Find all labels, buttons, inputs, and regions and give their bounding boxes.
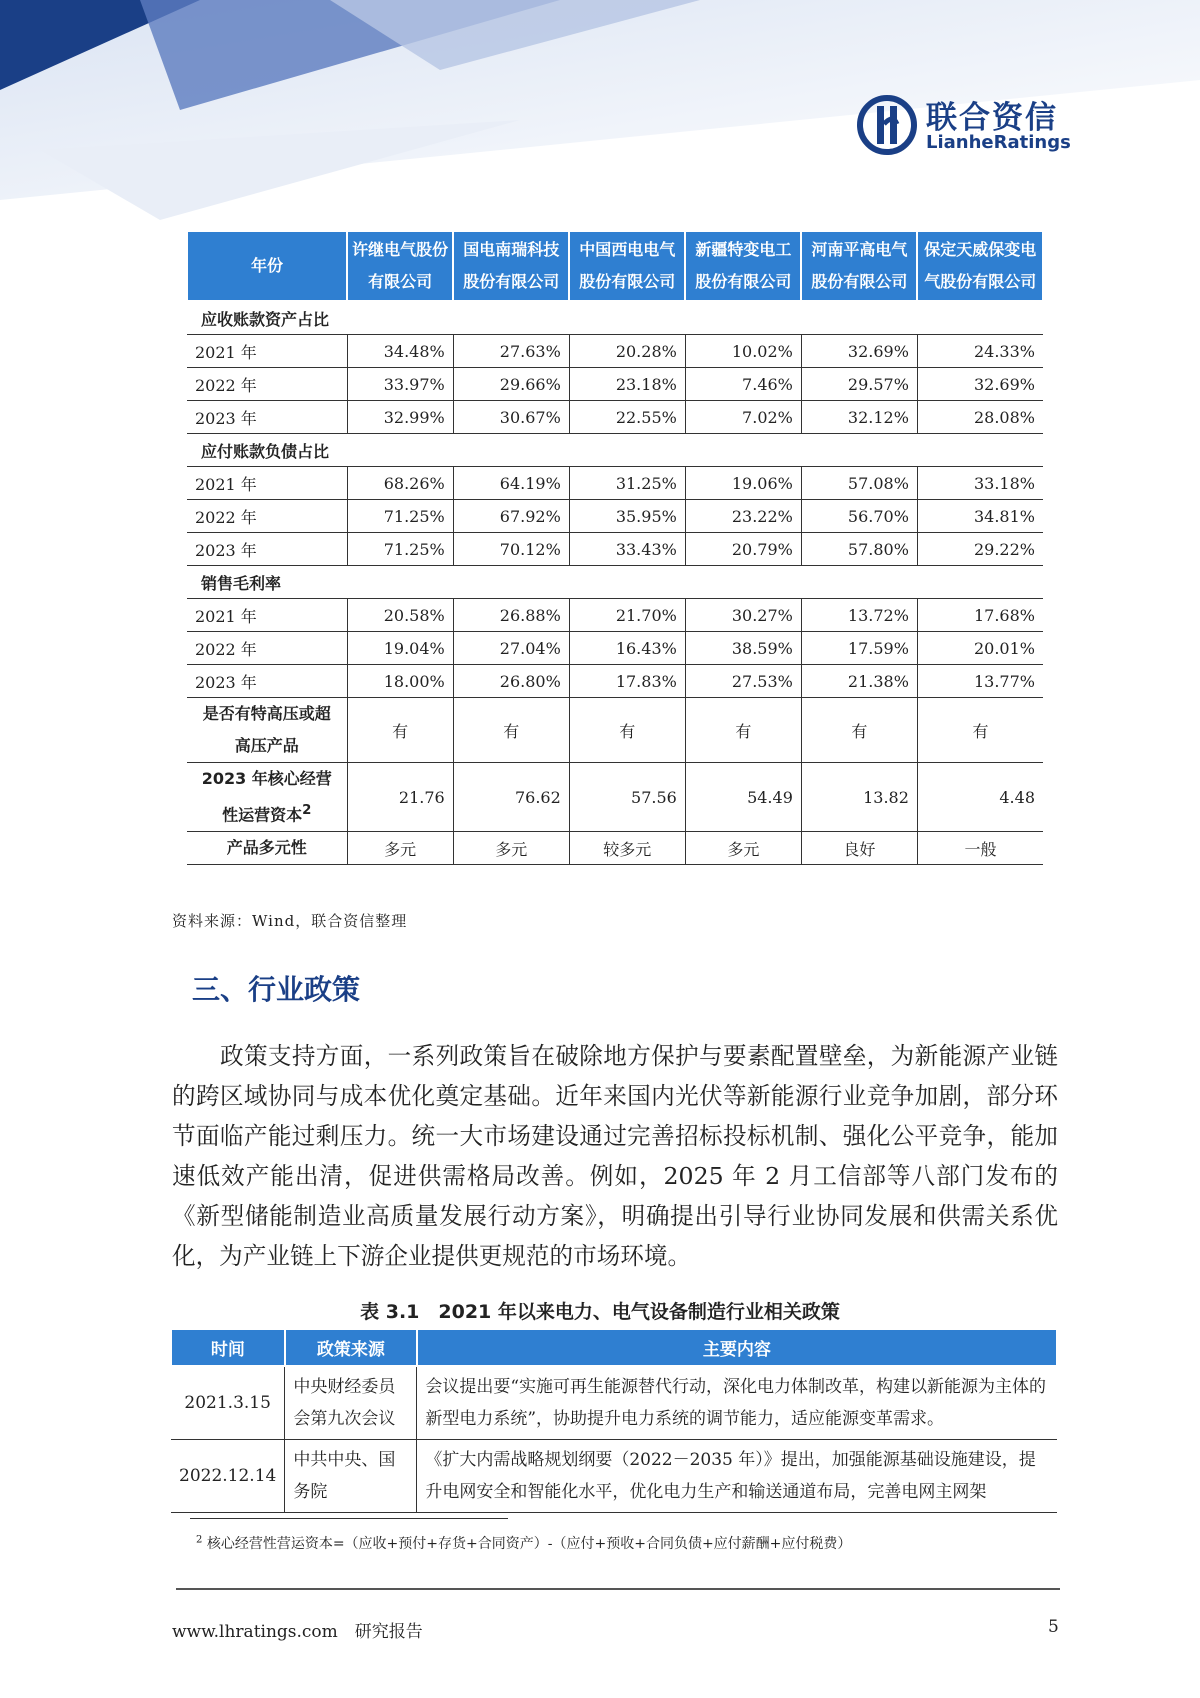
value-cell: 32.69% xyxy=(801,335,917,368)
value-cell: 57.56 xyxy=(569,763,685,832)
value-cell: 7.02% xyxy=(685,401,801,434)
section-heading: 三、行业政策 xyxy=(192,973,361,1006)
value-cell: 23.22% xyxy=(685,500,801,533)
value-cell: 32.12% xyxy=(801,401,917,434)
value-cell: 27.53% xyxy=(685,665,801,698)
table-header-row xyxy=(187,231,1043,301)
table-row xyxy=(187,368,1043,401)
table-row xyxy=(171,1440,1057,1513)
section-row xyxy=(187,434,1043,467)
value-cell: 13.82 xyxy=(801,763,917,832)
table-row xyxy=(187,665,1043,698)
value-cell: 26.80% xyxy=(453,665,569,698)
value-cell: 27.63% xyxy=(453,335,569,368)
table-row xyxy=(171,1366,1057,1440)
value-cell: 57.08% xyxy=(801,467,917,500)
value-cell: 22.55% xyxy=(569,401,685,434)
footer-site: www.lhratings.com 研究报告 xyxy=(172,1622,423,1642)
table-row xyxy=(187,698,1043,763)
row-label xyxy=(187,832,347,865)
year-cell: 2021 年 xyxy=(187,335,347,368)
value-cell: 31.25% xyxy=(569,467,685,500)
policy-date: 2022.12.14 xyxy=(171,1440,285,1513)
year-cell: 2021 年 xyxy=(187,599,347,632)
value-cell: 54.49 xyxy=(685,763,801,832)
column-header: 新疆特变电工股份有限公司 xyxy=(685,231,801,301)
value-cell: 32.69% xyxy=(917,368,1043,401)
value-cell: 多元 xyxy=(685,832,801,865)
table-source-note: 资料来源：Wind，联合资信整理 xyxy=(172,912,408,930)
row-label xyxy=(187,698,347,763)
section-title: 应付账款负债占比 xyxy=(187,434,1043,467)
column-header: 时间 xyxy=(171,1329,285,1366)
policy-content: 《扩大内需战略规划纲要（2022－2035 年）》提出，加强能源基础设施建设，提升电网安全和智能化水平，优化电力生产和输送通道布局，完善电网主网架 xyxy=(417,1440,1057,1513)
footnote-ref: 2 xyxy=(302,803,312,818)
column-header: 河南平高电气股份有限公司 xyxy=(801,231,917,301)
value-cell: 67.92% xyxy=(453,500,569,533)
value-cell: 有 xyxy=(347,698,453,763)
table-row xyxy=(187,632,1043,665)
value-cell: 有 xyxy=(801,698,917,763)
table-row xyxy=(187,763,1043,832)
value-cell: 有 xyxy=(453,698,569,763)
table-row xyxy=(187,832,1043,865)
year-cell: 2023 年 xyxy=(187,401,347,434)
value-cell: 68.26% xyxy=(347,467,453,500)
value-cell: 17.59% xyxy=(801,632,917,665)
footnote-text: 核心经营性营运资本=（应收+预付+存货+合同资产）-（应付+预收+合同负债+应付薪酬+应付税费） xyxy=(206,1536,852,1552)
footnote xyxy=(196,1533,851,1553)
policy-source: 中央财经委员会第九次会议 xyxy=(285,1366,417,1440)
logo-text-cn: 联合资信 xyxy=(926,100,1058,136)
policy-date: 2021.3.15 xyxy=(171,1366,285,1440)
row-label-text: 是否有特高压或超高压产品 xyxy=(202,704,331,755)
value-cell: 良好 xyxy=(801,832,917,865)
column-header: 政策来源 xyxy=(285,1329,417,1366)
table-row xyxy=(187,533,1043,566)
value-cell: 13.72% xyxy=(801,599,917,632)
section-row xyxy=(187,301,1043,335)
value-cell: 56.70% xyxy=(801,500,917,533)
body-paragraph: 政策支持方面，一系列政策旨在破除地方保护与要素配置壁垒，为新能源产业链的跨区域协同与成本优化奠定基础。近年来国内光伏等新能源行业竞争加剧，部分环节面临产能过剩压力。统一大市场建设通过完善招标投标机制、强化公平竞争，能加速低效产能出清，促进供需格局改善。例如，2025 年 2 月工信部等八部门发布的《新型储能制造业高质量发展行动方案》，明确提出引导行业协同发展和供需关系优化，为产业链上下游企业提供更规范的市场环境。 xyxy=(172,1042,1058,1270)
column-header: 主要内容 xyxy=(417,1329,1057,1366)
value-cell: 16.43% xyxy=(569,632,685,665)
value-cell: 较多元 xyxy=(569,832,685,865)
page-number: 5 xyxy=(1048,1617,1059,1637)
value-cell: 70.12% xyxy=(453,533,569,566)
footer-divider xyxy=(176,1588,1060,1590)
value-cell: 7.46% xyxy=(685,368,801,401)
value-cell: 34.81% xyxy=(917,500,1043,533)
value-cell: 有 xyxy=(569,698,685,763)
value-cell: 34.48% xyxy=(347,335,453,368)
policy-source: 中共中央、国务院 xyxy=(285,1440,417,1513)
value-cell: 21.38% xyxy=(801,665,917,698)
row-label-text: 产品多元性 xyxy=(226,838,307,858)
value-cell: 20.28% xyxy=(569,335,685,368)
value-cell: 76.62 xyxy=(453,763,569,832)
section-title: 应收账款资产占比 xyxy=(187,301,1043,335)
value-cell: 29.66% xyxy=(453,368,569,401)
value-cell: 33.97% xyxy=(347,368,453,401)
section-title: 销售毛利率 xyxy=(187,566,1043,599)
column-header: 国电南瑞科技股份有限公司 xyxy=(453,231,569,301)
column-header: 中国西电电气股份有限公司 xyxy=(569,231,685,301)
value-cell: 20.58% xyxy=(347,599,453,632)
value-cell: 18.00% xyxy=(347,665,453,698)
value-cell: 有 xyxy=(917,698,1043,763)
value-cell: 24.33% xyxy=(917,335,1043,368)
value-cell: 27.04% xyxy=(453,632,569,665)
value-cell: 19.06% xyxy=(685,467,801,500)
value-cell: 26.88% xyxy=(453,599,569,632)
footnote-number: 2 xyxy=(196,1534,203,1546)
value-cell: 20.01% xyxy=(917,632,1043,665)
value-cell: 20.79% xyxy=(685,533,801,566)
value-cell: 33.43% xyxy=(569,533,685,566)
column-header: 保定天威保变电气股份有限公司 xyxy=(917,231,1043,301)
column-header: 许继电气股份有限公司 xyxy=(347,231,453,301)
year-cell: 2022 年 xyxy=(187,632,347,665)
table-row xyxy=(187,335,1043,368)
value-cell: 38.59% xyxy=(685,632,801,665)
value-cell: 4.48 xyxy=(917,763,1043,832)
value-cell: 多元 xyxy=(453,832,569,865)
footnote-divider xyxy=(190,1518,508,1519)
section-row xyxy=(187,566,1043,599)
value-cell: 29.22% xyxy=(917,533,1043,566)
value-cell: 23.18% xyxy=(569,368,685,401)
value-cell: 28.08% xyxy=(917,401,1043,434)
value-cell: 71.25% xyxy=(347,500,453,533)
table-header-row xyxy=(171,1329,1057,1366)
policy-content: 会议提出要“实施可再生能源替代行动，深化电力体制改革，构建以新能源为主体的新型电力系统”，协助提升电力系统的调节能力，适应能源变革需求。 xyxy=(417,1366,1057,1440)
year-cell: 2023 年 xyxy=(187,533,347,566)
value-cell: 35.95% xyxy=(569,500,685,533)
value-cell: 32.99% xyxy=(347,401,453,434)
value-cell: 19.04% xyxy=(347,632,453,665)
value-cell: 17.83% xyxy=(569,665,685,698)
value-cell: 17.68% xyxy=(917,599,1043,632)
policy-table-caption: 表 3.1 2021 年以来电力、电气设备制造行业相关政策 xyxy=(360,1301,840,1323)
value-cell: 21.70% xyxy=(569,599,685,632)
year-cell: 2021 年 xyxy=(187,467,347,500)
policy-table xyxy=(170,1328,1058,1513)
column-header: 年份 xyxy=(187,231,347,301)
value-cell: 71.25% xyxy=(347,533,453,566)
value-cell: 30.67% xyxy=(453,401,569,434)
company-comparison-table xyxy=(186,230,1044,865)
year-cell: 2023 年 xyxy=(187,665,347,698)
value-cell: 30.27% xyxy=(685,599,801,632)
row-label xyxy=(187,763,347,832)
table-row xyxy=(187,401,1043,434)
table-row xyxy=(187,599,1043,632)
value-cell: 57.80% xyxy=(801,533,917,566)
value-cell: 有 xyxy=(685,698,801,763)
year-cell: 2022 年 xyxy=(187,500,347,533)
value-cell: 29.57% xyxy=(801,368,917,401)
value-cell: 10.02% xyxy=(685,335,801,368)
table-row xyxy=(187,467,1043,500)
row-label-text: 2023 年核心经营性运营资本 xyxy=(201,769,332,825)
value-cell: 一般 xyxy=(917,832,1043,865)
value-cell: 64.19% xyxy=(453,467,569,500)
value-cell: 多元 xyxy=(347,832,453,865)
table-row xyxy=(187,500,1043,533)
year-cell: 2022 年 xyxy=(187,368,347,401)
value-cell: 21.76 xyxy=(347,763,453,832)
value-cell: 33.18% xyxy=(917,467,1043,500)
logo-text-en: LianheRatings xyxy=(926,132,1071,153)
value-cell: 13.77% xyxy=(917,665,1043,698)
